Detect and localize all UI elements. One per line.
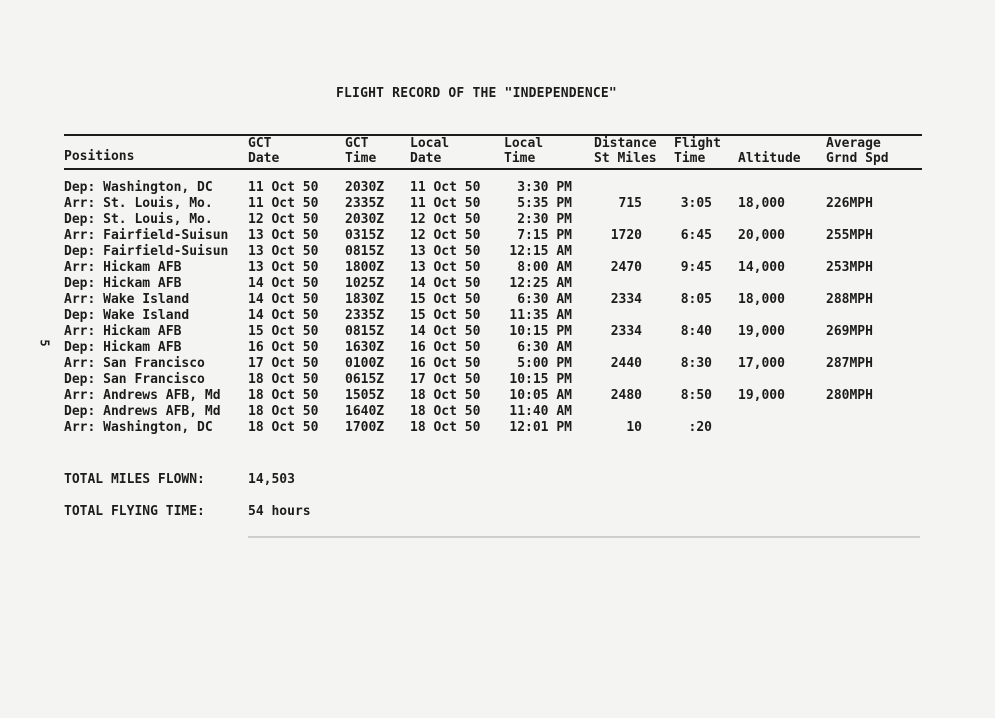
cell-gct-date: 15 Oct 50 bbox=[248, 324, 319, 339]
table-row bbox=[0, 388, 995, 404]
table-row bbox=[0, 340, 995, 356]
table-row bbox=[0, 244, 995, 260]
cell-altitude: 19,000 bbox=[738, 324, 785, 339]
cell-gct-time: 2335Z bbox=[345, 308, 385, 323]
cell-local-date: 11 Oct 50 bbox=[410, 196, 481, 211]
header-gct-time: GCT Time bbox=[345, 136, 377, 166]
cell-distance: 2480 bbox=[610, 388, 642, 403]
cell-local-time: 10:15 PM bbox=[509, 372, 572, 387]
cell-position: Arr: San Francisco bbox=[64, 356, 205, 371]
cell-speed: 253MPH bbox=[826, 260, 873, 275]
cell-local-date: 18 Oct 50 bbox=[410, 420, 481, 435]
cell-distance: 715 bbox=[618, 196, 642, 211]
cell-local-date: 14 Oct 50 bbox=[410, 324, 481, 339]
table-row bbox=[0, 308, 995, 324]
cell-gct-date: 13 Oct 50 bbox=[248, 244, 319, 259]
cell-position: Dep: St. Louis, Mo. bbox=[64, 212, 213, 227]
cell-gct-date: 18 Oct 50 bbox=[248, 404, 319, 419]
cell-altitude: 18,000 bbox=[738, 292, 785, 307]
table-row bbox=[0, 212, 995, 228]
cell-flight-time: 8:50 bbox=[680, 388, 712, 403]
cell-position: Dep: Hickam AFB bbox=[64, 340, 182, 355]
cell-gct-time: 1630Z bbox=[345, 340, 385, 355]
cell-local-date: 12 Oct 50 bbox=[410, 212, 481, 227]
table-row bbox=[0, 420, 995, 436]
header-positions: Positions bbox=[64, 149, 135, 164]
table-row bbox=[0, 276, 995, 292]
cell-gct-date: 14 Oct 50 bbox=[248, 308, 319, 323]
total-time-value: 54 hours bbox=[248, 504, 311, 519]
cell-distance: 1720 bbox=[610, 228, 642, 243]
cell-speed: 269MPH bbox=[826, 324, 873, 339]
cell-local-time: 5:00 PM bbox=[517, 356, 572, 371]
cell-gct-date: 16 Oct 50 bbox=[248, 340, 319, 355]
total-miles-value: 14,503 bbox=[248, 472, 295, 487]
cell-position: Arr: Wake Island bbox=[64, 292, 190, 307]
cell-local-time: 6:30 AM bbox=[517, 292, 572, 307]
cell-local-time: 8:00 AM bbox=[517, 260, 572, 275]
cell-altitude: 20,000 bbox=[738, 228, 785, 243]
cell-position: Dep: Wake Island bbox=[64, 308, 190, 323]
table-row bbox=[0, 228, 995, 244]
total-miles-label: TOTAL MILES FLOWN: bbox=[64, 472, 205, 487]
cell-local-time: 2:30 PM bbox=[517, 212, 572, 227]
cell-speed: 288MPH bbox=[826, 292, 873, 307]
cell-gct-time: 1640Z bbox=[345, 404, 385, 419]
cell-local-date: 18 Oct 50 bbox=[410, 404, 481, 419]
cell-gct-date: 17 Oct 50 bbox=[248, 356, 319, 371]
cell-flight-time: 8:40 bbox=[680, 324, 712, 339]
cell-local-date: 14 Oct 50 bbox=[410, 276, 481, 291]
cell-local-date: 15 Oct 50 bbox=[410, 292, 481, 307]
cell-gct-date: 18 Oct 50 bbox=[248, 420, 319, 435]
cell-flight-time: 3:05 bbox=[680, 196, 712, 211]
cell-altitude: 14,000 bbox=[738, 260, 785, 275]
cell-local-time: 7:15 PM bbox=[517, 228, 572, 243]
cell-local-time: 11:40 AM bbox=[509, 404, 572, 419]
bleed-through-rule bbox=[248, 536, 920, 538]
cell-gct-date: 13 Oct 50 bbox=[248, 228, 319, 243]
flight-table bbox=[0, 180, 995, 436]
cell-local-time: 10:05 AM bbox=[509, 388, 572, 403]
margin-page-number: 5 bbox=[37, 339, 52, 347]
cell-gct-date: 11 Oct 50 bbox=[248, 180, 319, 195]
table-row bbox=[0, 292, 995, 308]
cell-position: Dep: San Francisco bbox=[64, 372, 205, 387]
cell-local-time: 12:01 PM bbox=[509, 420, 572, 435]
cell-local-date: 13 Oct 50 bbox=[410, 244, 481, 259]
cell-gct-date: 14 Oct 50 bbox=[248, 292, 319, 307]
cell-flight-time: :20 bbox=[688, 420, 712, 435]
cell-gct-time: 1505Z bbox=[345, 388, 385, 403]
cell-local-date: 16 Oct 50 bbox=[410, 356, 481, 371]
cell-gct-time: 1025Z bbox=[345, 276, 385, 291]
header-local-time: Local Time bbox=[504, 136, 544, 166]
table-top-rule bbox=[64, 134, 922, 136]
table-row bbox=[0, 372, 995, 388]
table-row bbox=[0, 180, 995, 196]
cell-gct-time: 1700Z bbox=[345, 420, 385, 435]
cell-distance: 2470 bbox=[610, 260, 642, 275]
cell-speed: 280MPH bbox=[826, 388, 873, 403]
cell-gct-time: 1800Z bbox=[345, 260, 385, 275]
cell-local-time: 12:25 AM bbox=[509, 276, 572, 291]
cell-gct-date: 11 Oct 50 bbox=[248, 196, 319, 211]
cell-flight-time: 8:05 bbox=[680, 292, 712, 307]
cell-gct-time: 0315Z bbox=[345, 228, 385, 243]
cell-position: Dep: Fairfield-Suisun bbox=[64, 244, 229, 259]
cell-distance: 2440 bbox=[610, 356, 642, 371]
cell-position: Arr: Hickam AFB bbox=[64, 260, 182, 275]
cell-local-date: 12 Oct 50 bbox=[410, 228, 481, 243]
cell-local-date: 18 Oct 50 bbox=[410, 388, 481, 403]
cell-gct-date: 13 Oct 50 bbox=[248, 260, 319, 275]
cell-local-time: 11:35 AM bbox=[509, 308, 572, 323]
table-header-rule bbox=[64, 168, 922, 170]
table-row bbox=[0, 404, 995, 420]
cell-gct-time: 2030Z bbox=[345, 212, 385, 227]
cell-gct-date: 14 Oct 50 bbox=[248, 276, 319, 291]
cell-gct-date: 18 Oct 50 bbox=[248, 388, 319, 403]
cell-local-date: 11 Oct 50 bbox=[410, 180, 481, 195]
cell-position: Dep: Washington, DC bbox=[64, 180, 213, 195]
total-time-label: TOTAL FLYING TIME: bbox=[64, 504, 205, 519]
cell-local-date: 17 Oct 50 bbox=[410, 372, 481, 387]
cell-local-time: 5:35 PM bbox=[517, 196, 572, 211]
cell-gct-time: 2335Z bbox=[345, 196, 385, 211]
cell-gct-time: 0815Z bbox=[345, 324, 385, 339]
cell-position: Dep: Hickam AFB bbox=[64, 276, 182, 291]
cell-position: Arr: St. Louis, Mo. bbox=[64, 196, 213, 211]
cell-gct-date: 18 Oct 50 bbox=[248, 372, 319, 387]
cell-local-time: 3:30 PM bbox=[517, 180, 572, 195]
table-row bbox=[0, 356, 995, 372]
table-row bbox=[0, 196, 995, 212]
cell-local-date: 16 Oct 50 bbox=[410, 340, 481, 355]
table-row bbox=[0, 324, 995, 340]
table-row bbox=[0, 260, 995, 276]
header-flight-time: Flight Time bbox=[674, 136, 721, 166]
cell-position: Dep: Andrews AFB, Md bbox=[64, 404, 221, 419]
cell-local-time: 10:15 PM bbox=[509, 324, 572, 339]
cell-position: Arr: Fairfield-Suisun bbox=[64, 228, 229, 243]
cell-distance: 10 bbox=[626, 420, 642, 435]
cell-altitude: 19,000 bbox=[738, 388, 785, 403]
cell-position: Arr: Washington, DC bbox=[64, 420, 213, 435]
cell-altitude: 17,000 bbox=[738, 356, 785, 371]
cell-gct-date: 12 Oct 50 bbox=[248, 212, 319, 227]
cell-local-time: 6:30 AM bbox=[517, 340, 572, 355]
cell-gct-time: 2030Z bbox=[345, 180, 385, 195]
cell-flight-time: 8:30 bbox=[680, 356, 712, 371]
cell-distance: 2334 bbox=[610, 324, 642, 339]
cell-gct-time: 0100Z bbox=[345, 356, 385, 371]
cell-gct-time: 0815Z bbox=[345, 244, 385, 259]
cell-gct-time: 1830Z bbox=[345, 292, 385, 307]
cell-speed: 255MPH bbox=[826, 228, 873, 243]
cell-speed: 287MPH bbox=[826, 356, 873, 371]
header-altitude: Altitude bbox=[738, 151, 801, 166]
cell-speed: 226MPH bbox=[826, 196, 873, 211]
header-local-date: Local Date bbox=[410, 136, 450, 166]
cell-altitude: 18,000 bbox=[738, 196, 785, 211]
cell-position: Arr: Andrews AFB, Md bbox=[64, 388, 221, 403]
cell-distance: 2334 bbox=[610, 292, 642, 307]
cell-gct-time: 0615Z bbox=[345, 372, 385, 387]
cell-flight-time: 9:45 bbox=[680, 260, 712, 275]
cell-position: Arr: Hickam AFB bbox=[64, 324, 182, 339]
cell-local-date: 15 Oct 50 bbox=[410, 308, 481, 323]
header-gct-date: GCT Date bbox=[248, 136, 280, 166]
header-speed: Average Grnd Spd bbox=[826, 136, 889, 166]
cell-local-time: 12:15 AM bbox=[509, 244, 572, 259]
cell-flight-time: 6:45 bbox=[680, 228, 712, 243]
page-title: FLIGHT RECORD OF THE "INDEPENDENCE" bbox=[336, 86, 617, 101]
header-distance: Distance St Miles bbox=[594, 136, 657, 166]
cell-local-date: 13 Oct 50 bbox=[410, 260, 481, 275]
